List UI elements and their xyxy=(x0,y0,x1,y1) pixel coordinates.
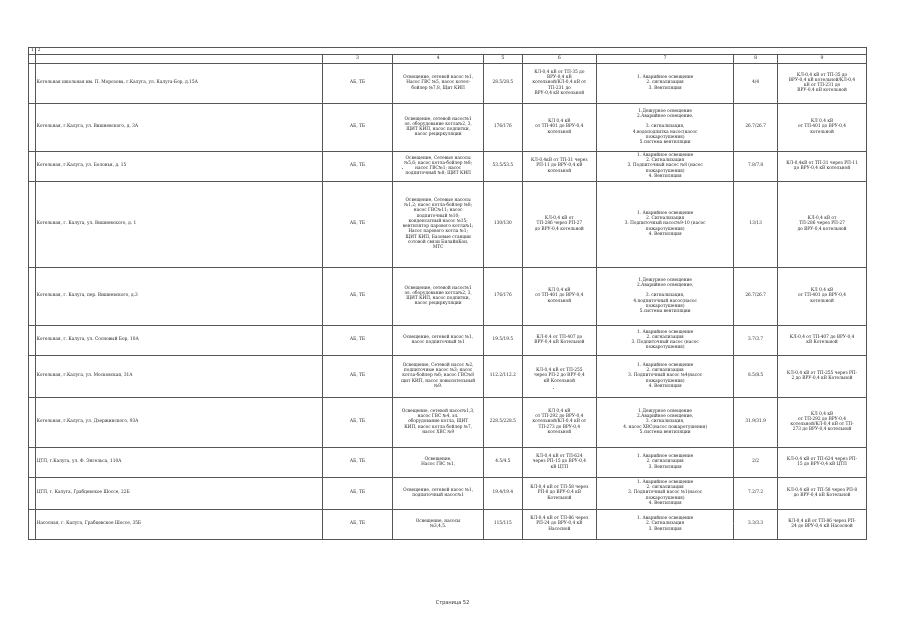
header-cell-8: 8 xyxy=(734,54,778,63)
header-cell-1: 1 xyxy=(29,48,36,55)
row-index-cell xyxy=(29,477,36,509)
scheme-cell: КЛ-0,4кВ от ТП-31 через РП-11 до ВРУ-0,4 кВ котельной xyxy=(778,151,867,181)
row-index-cell xyxy=(29,509,36,539)
consumers-cell: 1. Аварийное освещение 2. сигнализация 3. Подпиточный насос №1(насос пожаротушения) 4. Вентиляция xyxy=(597,477,734,509)
supply-line-cell: КЛ-0,4кВ от ТП-31 через РП-11 до ВРУ-0,4 кВ котельной xyxy=(522,151,597,181)
header-cell-9: 9 xyxy=(778,54,867,63)
equipment-cell: Освещение, сетевой насос№1 эл. оборудование котла№2, 3, ЩИТ КИП, насос подпитки, насос рециркуляции xyxy=(393,267,484,325)
supply-line-cell: КЛ 0,4 кВ от ТП-401 до ВРУ-0,4 котельной xyxy=(522,267,597,325)
load-cell: 115/115 xyxy=(484,509,522,539)
power-cell: 2/2 xyxy=(734,447,778,477)
scan-speck xyxy=(402,168,403,169)
supply-line-cell: КЛ-0,4 кВ от ТП-255 через РП-2 до ВРУ-0,4 кВ Котельной xyxy=(522,355,597,397)
table-row xyxy=(29,477,867,509)
consumers-cell: 1. Аварийное освещение 2. Сигнализация 3. Вентиляция xyxy=(597,509,734,539)
load-cell: 176/176 xyxy=(484,267,522,325)
power-cell: 26.7/26.7 xyxy=(734,103,778,151)
power-supply-table xyxy=(28,47,867,540)
address-cell: Котельная, г.Калуга, ул. Дзержинского, 93А xyxy=(35,397,322,447)
power-cell: 7.2/7.2 xyxy=(734,477,778,509)
load-cell: 28.5/28.5 xyxy=(484,63,522,103)
category-cell: АБ, ТБ xyxy=(322,325,392,355)
scheme-cell: КЛ-0,4 кВ от ТП-86 через РП- 24 до ВРУ-0,4 кВ Насосной xyxy=(778,509,867,539)
table-row xyxy=(29,509,867,539)
consumers-cell: 1. Аварийное освещение 2. сигнализация 3. Вентиляция xyxy=(597,447,734,477)
load-cell: 228.5/228.5 xyxy=(484,397,522,447)
power-cell: 26.7/26.7 xyxy=(734,267,778,325)
header-cell-4: 4 xyxy=(393,54,484,63)
scheme-cell: КЛ-0,4 кВ от ТП-255 через РП- 2 до ВРУ-0,4 кВ Котельной xyxy=(778,355,867,397)
table-row xyxy=(29,151,867,181)
scheme-cell: КЛ-0,4 от ТП-407 до ВРУ-0,4 кВ Котельной xyxy=(778,325,867,355)
table-row xyxy=(29,267,867,325)
row-index-cell xyxy=(29,63,36,103)
table-row xyxy=(29,103,867,151)
equipment-cell: Освещение, сетевой насос №1, подпиточный насос№1 xyxy=(393,477,484,509)
consumers-cell: 1. Аварийное освещение 2. Сигнализация 3. Подпиточный насос №8 (насос пожаротушения) 4. Вентиляция xyxy=(597,151,734,181)
scheme-cell: КЛ-0,4 кВ от ТП-624 через РП- 15 до ВРУ-0,4 кВ ЦТП xyxy=(778,447,867,477)
power-cell: 3.7/3.7 xyxy=(734,325,778,355)
power-cell: 7.8/7.8 xyxy=(734,151,778,181)
scheme-cell: КЛ 0,4 кВ от ТП-292 до ВРУ-0,4 котельной/КЛ-0,4 кВ от ТП- 273 до ВРУ-0,4 котельной xyxy=(778,397,867,447)
row-index-cell xyxy=(29,103,36,151)
address-cell: ЦТП, г.Калуга, ул. Ф. Энгельса, 110А xyxy=(35,447,322,477)
row-index-cell xyxy=(29,325,36,355)
consumers-cell: 1. Аварийное освещение 2. сигнализация 3. Вентиляция xyxy=(597,63,734,103)
power-cell: 31.9/31.9 xyxy=(734,397,778,447)
row-index-cell xyxy=(29,447,36,477)
category-cell: АБ, ТБ xyxy=(322,355,392,397)
supply-line-cell: КЛ-0,4 кВ от ТП-624 через РП-15 до ВРУ-0,4 кВ ЦТП xyxy=(522,447,597,477)
category-cell: АБ, ТБ xyxy=(322,151,392,181)
address-cell: Насосная, г. Калуга, Грабцевское Шоссе, 35Б xyxy=(35,509,322,539)
equipment-cell: Освещение, сетевой насос №1, Насос ГВС №5, насос котел- бойлер №7,8, Щит КИП xyxy=(393,63,484,103)
row-index-cell xyxy=(29,397,36,447)
header-cell-7: 7 xyxy=(597,54,734,63)
address-cell: Котельная, г.Калуга, ул. Вишневского, д. 3А xyxy=(35,103,322,151)
supply-line-cell: КЛ-0,4 кВ от ТП-286 через РП-27 до ВРУ-0,4 котельной xyxy=(522,181,597,267)
header-row-numbers xyxy=(29,54,867,63)
row-index-cell xyxy=(29,151,36,181)
category-cell: АБ, ТБ xyxy=(322,447,392,477)
scheme-cell: КЛ 0,4 кВ от ТП-401 до ВРУ-0,4 котельной xyxy=(778,267,867,325)
address-cell: Котельная, г.Калуга, ул. Московская, 31А xyxy=(35,355,322,397)
equipment-cell: Освещение, сетевой насос№1,3, насос ГВС №4, эл. оборудование котла, ЩИТ КИП, насос котла бойлер №7, насос ХВС №9 xyxy=(393,397,484,447)
header-cell-5: 5 xyxy=(484,54,522,63)
scheme-cell: КЛ-0,4 кВ от ТП-35 до ВРУ-0,4 кВ котельной/КЛ-0,4 кВ от ТП-231 до ВРУ-0,4 кВ котельной xyxy=(778,63,867,103)
equipment-cell: Освещение, насосы №3,4,5. xyxy=(393,509,484,539)
address-cell: Котельная школьная им. П. Морозова, г.Калуга, ул. Калуга-Бор, д.15А xyxy=(35,63,322,103)
supply-line-cell: КЛ-0,4 от ТП-407 до ВРУ-0,4 кВ Котельной xyxy=(522,325,597,355)
power-cell: 3.3/3.3 xyxy=(734,509,778,539)
scan-speck xyxy=(553,388,554,389)
page-number: Страница 52 xyxy=(435,600,470,606)
power-cell: 13/13 xyxy=(734,181,778,267)
table-row xyxy=(29,447,867,477)
consumers-cell: 1.Дежурное освещение 2.Аварийное освещение, 3. сигнализация, 4.подпиточный насос(насос пожаротушения) 5.система вентиляции xyxy=(597,267,734,325)
supply-line-cell: КЛ-0,4 кВ от ТП-35 до ВРУ-0,4 кВ котельной/КЛ-0,4 кВ от ТП-231 до ВРУ-0,4 кВ котельной xyxy=(522,63,597,103)
load-cell: 112.2/112.2 xyxy=(484,355,522,397)
load-cell: 4.5/4.5 xyxy=(484,447,522,477)
equipment-cell: Освещение, Сетевой насос №2, подпиточные насос №3; насос котла-бойлер №6; насос ГВС№8 щит КИП, насос повысительный №9. xyxy=(393,355,484,397)
header-cell-2: 2 xyxy=(35,48,866,55)
address-cell: Котельная, г. Калуга, ул. Вишневского, д. 1 xyxy=(35,181,322,267)
category-cell: АБ, ТБ xyxy=(322,181,392,267)
scheme-cell: КЛ-0,4 кВ от ТП-286 через РП-27 до ВРУ-0,4 котельной xyxy=(778,181,867,267)
header-cell-6: 6 xyxy=(522,54,597,63)
load-cell: 53.5/53.5 xyxy=(484,151,522,181)
equipment-cell: Освещение, сетевой насос№1 эл. оборудование котла№2, 3, ЩИТ КИП, насос подпитки, насос рециркуляции xyxy=(393,103,484,151)
address-cell: Котельная, г.Калуга, ул. Болонья, д. 15 xyxy=(35,151,322,181)
supply-line-cell: КЛ 0,4 кВ от ТП-292 до ВРУ-0,4 котельной/КЛ-0,4 кВ от ТП-273 до ВРУ-0,4 котельной xyxy=(522,397,597,447)
scan-speck xyxy=(733,523,734,524)
power-cell: 8.5/8.5 xyxy=(734,355,778,397)
header-spacer xyxy=(35,54,322,63)
table-row xyxy=(29,325,867,355)
header-spacer xyxy=(29,54,36,63)
row-index-cell xyxy=(29,267,36,325)
consumers-cell: 1. Аварийное освещение 2. сигнализация 3. Подпиточный насос (насос пожаротушения) xyxy=(597,325,734,355)
consumers-cell: 1.Дежурное освещение 2.Аварийное освещение, 3. сигнализация, 4.водоподпитка насос(насос пожаротушения) 5.система вентиляции xyxy=(597,103,734,151)
load-cell: 19.5/19.5 xyxy=(484,325,522,355)
table-row xyxy=(29,397,867,447)
supply-line-cell: КЛ-0,4 кВ от ТП-86 через РП-24 до ВРУ-0,4 кВ Насосной xyxy=(522,509,597,539)
table-row xyxy=(29,63,867,103)
equipment-cell: Освещение, сетевой насос №1, насос подпиточный №1 xyxy=(393,325,484,355)
equipment-cell: Освещение, Насос ГВС №1, xyxy=(393,447,484,477)
header-cell-3: 3 xyxy=(322,54,392,63)
row-index-cell xyxy=(29,181,36,267)
consumers-cell: 1.Дежурное освещение 2.Аварийное освещение, 3. сигнализация, 4. насос ХВС(насос пожаротушения) 5.система вентиляции xyxy=(597,397,734,447)
address-cell: ЦТП, г. Калуга, Грабцевское Шоссе, 22Б xyxy=(35,477,322,509)
category-cell: АБ, ТБ xyxy=(322,63,392,103)
category-cell: АБ, ТБ xyxy=(322,477,392,509)
category-cell: АБ, ТБ xyxy=(322,267,392,325)
table-row xyxy=(29,181,867,267)
load-cell: 19.4/19.4 xyxy=(484,477,522,509)
supply-line-cell: КЛ 0,4 кВ от ТП-401 до ВРУ-0,4 котельной xyxy=(522,103,597,151)
header-row-top xyxy=(29,48,867,55)
row-index-cell xyxy=(29,355,36,397)
scheme-cell: КЛ-0,4 кВ от ТП-58 через РП-8 до ВРУ-0,4 кВ Котельной xyxy=(778,477,867,509)
supply-line-cell: КЛ-0,4 кВ от ТП-58 через РП-8 до ВРУ-0,4 кВ Котельной xyxy=(522,477,597,509)
category-cell: АБ, ТБ xyxy=(322,103,392,151)
scheme-cell: КЛ 0,4 кВ от ТП-401 до ВРУ-0,4 котельной xyxy=(778,103,867,151)
address-cell: Котельная, г. Калуга, ул. Сосновый Бор, 10А xyxy=(35,325,322,355)
power-cell: 4/4 xyxy=(734,63,778,103)
load-cell: 130/130 xyxy=(484,181,522,267)
equipment-cell: Освещение, Сетевые насосы №5,6; насос котла-бойлер №8; насос ГВС№1; насос подпиточный №8; ЩИТ КИП xyxy=(393,151,484,181)
address-cell: Котельная, г. Калуга, пер. Вишневского, д.3 xyxy=(35,267,322,325)
equipment-cell: Освещение, Сетевые насосы №1,2; насос котла-бойлер №8; насос ГВС№11; насос подпиточный №10; конденсатный насос №15; вентилятор парового котла№1; Насос парового котла №1; ЩИТ КИП, Базовые станции сотовой связи БилайнКон, МТС xyxy=(393,181,484,267)
category-cell: АБ, ТБ xyxy=(322,509,392,539)
category-cell: АБ, ТБ xyxy=(322,397,392,447)
consumers-cell: 1. Аварийное освещение 2. сигнализация 3. Подпиточный насос №4(насос пожаротушения) 4. Вентиляция xyxy=(597,355,734,397)
table-row xyxy=(29,355,867,397)
consumers-cell: 1. Аварийное освещение 2. Сигнализация 3. Подпиточный насос№9-10 (насос пожаротушения) 4. Вентиляция xyxy=(597,181,734,267)
load-cell: 176/176 xyxy=(484,103,522,151)
